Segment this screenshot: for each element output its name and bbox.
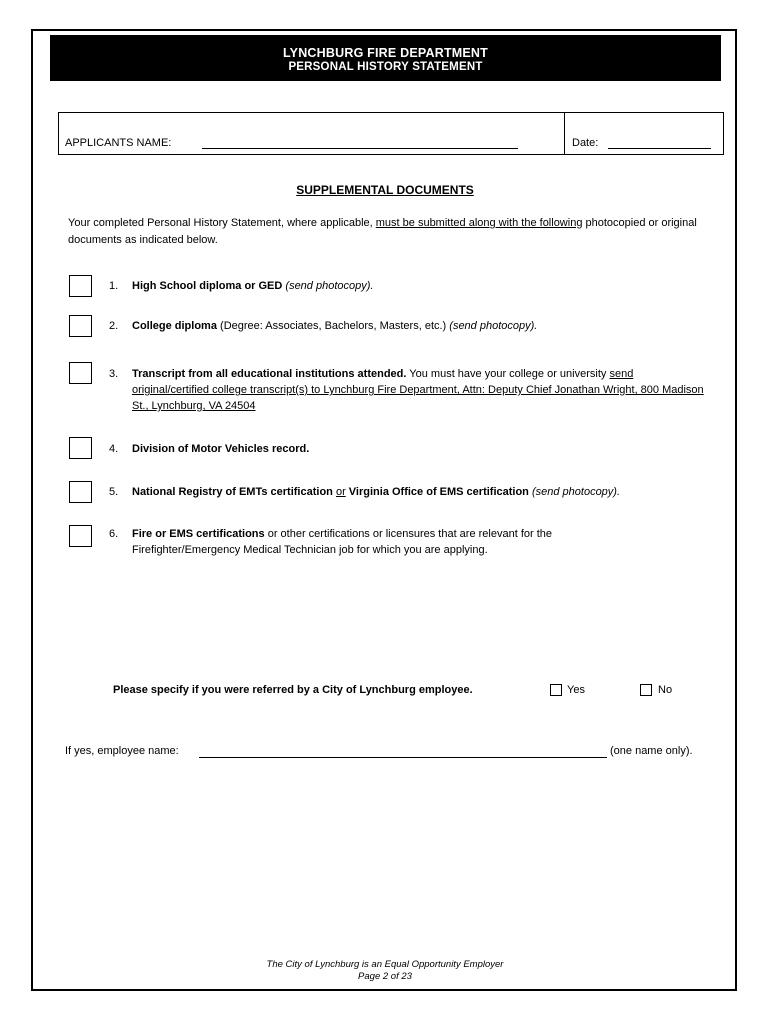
- intro-paragraph: [68, 215, 718, 249]
- item-4-checkbox[interactable]: [69, 437, 92, 459]
- item-number: 5.: [109, 486, 119, 498]
- header-bar: [50, 35, 721, 81]
- referral-no-checkbox[interactable]: [640, 684, 652, 696]
- referral-no-label: No: [658, 684, 673, 696]
- document-page: [31, 29, 737, 991]
- employee-name-field[interactable]: [199, 757, 607, 758]
- intro-text-1: Your completed Personal History Statement, where applicable,: [68, 217, 376, 229]
- item-number: 1.: [109, 280, 119, 292]
- employee-name-suffix: (one name only).: [610, 745, 693, 757]
- item-text: Division of Motor Vehicles record.: [132, 443, 310, 455]
- referral-yes-label: Yes: [567, 684, 585, 696]
- intro-text-3: photocopied or original documents as indicated below.: [68, 217, 697, 246]
- date-field[interactable]: [608, 148, 711, 149]
- item-text: College diploma (Degree: Associates, Bachelors, Masters, etc.) (send photocopy).: [132, 320, 538, 332]
- item-number: 2.: [109, 320, 119, 332]
- intro-text-2: must be submitted along with the following: [375, 217, 583, 229]
- box-divider: [564, 113, 565, 154]
- applicant-name-field[interactable]: [202, 148, 518, 149]
- date-label: Date:: [572, 137, 599, 149]
- employee-name-label: If yes, employee name:: [65, 745, 179, 757]
- page-subtitle: PERSONAL HISTORY STATEMENT: [288, 61, 483, 73]
- applicant-name-label: APPLICANTS NAME:: [65, 137, 172, 149]
- section-title: SUPPLEMENTAL DOCUMENTS: [296, 183, 474, 197]
- referral-question: Please specify if you were referred by a City of Lynchburg employee.: [113, 684, 473, 696]
- item-number: 6.: [109, 528, 119, 540]
- footer-eeo-statement: The City of Lynchburg is an Equal Opportunity Employer: [266, 959, 504, 970]
- item-3-checkbox[interactable]: [69, 362, 92, 384]
- page-number: Page 2 of 23: [358, 971, 412, 982]
- item-1-checkbox[interactable]: [69, 275, 92, 297]
- item-text: Fire or EMS certifications or other certifications or licensures that are relevant for the Firefighter/Emergency Medical Technician job for which you are applying.: [132, 528, 553, 556]
- item-text: Transcript from all educational institutions attended. You must have your college or university send original/certified college transcript(s) to Lynchburg Fire Department, Attn: Deputy Chief Jonathan Wright, 800 Madison St., Lynchburg, VA 24504: [132, 368, 704, 412]
- referral-yes-checkbox[interactable]: [550, 684, 562, 696]
- item-text: High School diploma or GED (send photocopy).: [132, 280, 374, 292]
- item-6-checkbox[interactable]: [69, 525, 92, 547]
- applicant-info-box: [58, 112, 724, 155]
- item-2-checkbox[interactable]: [69, 315, 92, 337]
- item-5-checkbox[interactable]: [69, 481, 92, 503]
- item-text: National Registry of EMTs certification or Virginia Office of EMS certification (send photocopy).: [132, 486, 621, 498]
- page-title: LYNCHBURG FIRE DEPARTMENT: [282, 46, 488, 60]
- item-number: 3.: [109, 368, 119, 380]
- item-number: 4.: [109, 443, 119, 455]
